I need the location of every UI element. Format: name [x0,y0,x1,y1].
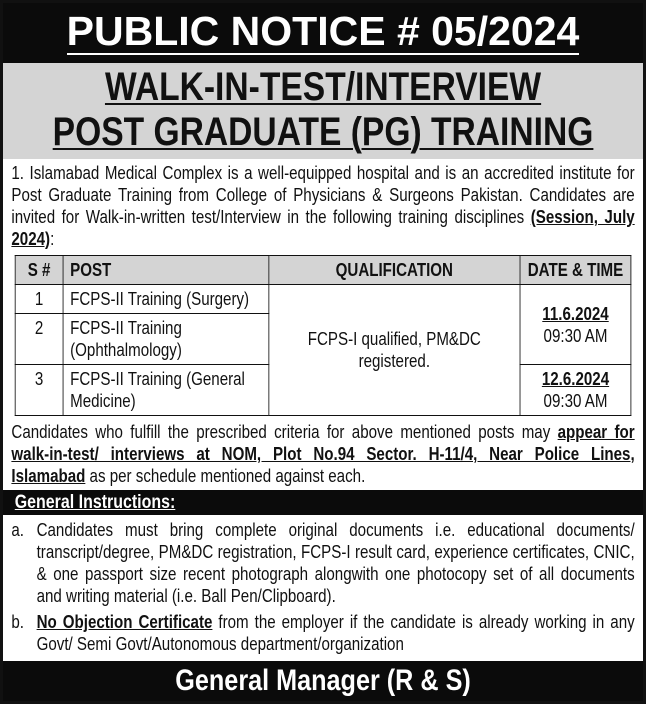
col-header: S # [15,256,63,285]
venue-paragraph: Candidates who fulfill the prescribed criteria for above mentioned posts may appear for walk-in-test/ interviews at NOM, Plot No.94 Sector. H-11/4, Near Police Lines, Islamabad as per schedule mentioned against each. [11,422,635,486]
venue-address: appear for walk-in-test/ interviews at NOM, Plot No.94 Sector. H-11/4, Near Police Lines, Islamabad [11,422,635,486]
training-table [15,255,632,416]
col-header: DATE & TIME [520,256,631,285]
instructions-bar [3,490,643,515]
table-row: 2 FCPS-II Training (Ophthalmology) [15,314,631,365]
col-header: POST [63,256,269,285]
instructions-title: General Instructions: [14,492,176,513]
intro-paragraph: 1. Islamabad Medical Complex is a well-equipped hospital and is an accredited institute for Post Graduate Training from College of Physicians & Surgeons Pakistan. Candidates are invited for Walk-in-written test/Interview in the following training disciplines (Session, July 2024): [11,163,635,249]
instruction-item: a. Candidates must bring complete original documents i.e. educational documents/ transcript/degree, PM&DC registration, FCPS-I result card, experience certificates, CNIC, & one passport size recent photograph alongwith one photocopy set of all documents and writing material (i.e. Ball Pen/Clipboard). [11,520,635,606]
table-section [3,253,643,418]
header-bar [3,3,643,63]
date-time-cell: 11.6.2024 09:30 AM [520,285,631,365]
table-row: 3 FCPS-II Training (General Medicine) 12.6.2024 09:30 AM [15,365,631,416]
footer-bar [3,661,643,701]
subtitle-band [3,63,643,159]
subtitle-line1: WALK-IN-TEST/INTERVIEW [104,65,542,109]
signature: General Manager (R & S) [175,664,471,697]
instruction-item: b. No Objection Certificate from the employer if the candidate is already working in any Govt/ Semi Govt/Autonomous department/organization [11,612,635,654]
intro-section [3,159,643,253]
date-time-cell: 12.6.2024 09:30 AM [520,365,631,416]
qualification-cell: FCPS-I qualified, PM&DC registered. [269,285,521,416]
table-wrapper [3,253,643,418]
notice-title: PUBLIC NOTICE # 05/2024 [66,8,580,54]
venue-section [3,418,643,490]
instructions-list [3,515,643,661]
col-header: QUALIFICATION [269,256,521,285]
subtitle-line2: POST GRADUATE (PG) TRAINING [52,110,594,154]
session-text: (Session, July 2024) [11,207,635,249]
instructions-section [3,515,643,661]
table-row: 1 FCPS-II Training (Surgery) FCPS-I qualified, PM&DC registered. 11.6.2024 09:30 AM [15,285,631,314]
